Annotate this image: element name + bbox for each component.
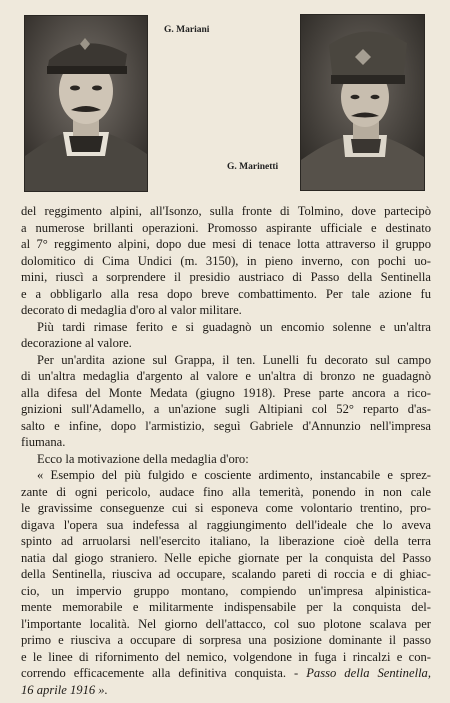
text-line: Ecco la motivazione della medaglia d'oro:	[37, 451, 249, 466]
text-line: Per un'ardita azione sul Grappa, il ten. Lunelli fu decorato sul campo	[37, 352, 431, 367]
paragraph-3	[21, 352, 431, 451]
text-line: « Esempio del più fulgido e cosciente ardimento, instancabile e sprez-	[37, 468, 431, 482]
text-line	[21, 665, 431, 682]
text-line: di un'altra medaglia d'argento al valore e un'altra di bronzo ne guadagnò	[21, 369, 431, 383]
text-line: primo e riusciva a occupare di sorpresa una posizione dominante il passo	[21, 633, 431, 647]
text-line: l'importante località. Nel giorno dell'attacco, col suo plotone scalava per	[21, 616, 431, 631]
text-line: gnizioni sull'Adamello, a un'azione sugli Altipiani col 52° reparto d'as-	[21, 402, 431, 416]
text-line: del reggimento alpini, all'Isonzo, sulla fronte di Tolmino, dove partecipò	[21, 204, 431, 218]
body-text	[21, 203, 431, 698]
text-line: mente memorabile e militarmente indispensabile per la conquista del-	[21, 600, 431, 614]
text-line: natia dal giogo straniero. Nelle epiche giornate per la conquista del Passo	[21, 550, 431, 565]
text-line: fiumana.	[21, 435, 66, 449]
text-line: della Sentinella, riusciva ad occupare, scalando pareti di roccia e di ghiac-	[21, 567, 431, 581]
text-line: digava l'opera sua indefessa al raggiungimento dell'ideale che lo aveva	[21, 517, 431, 532]
signature-place: Passo della Sentinella,	[306, 666, 432, 680]
text-line: e le linee di rifornimento del nemico, volgendone in fuga i rincalzi e con-	[21, 649, 431, 664]
text-line: le gravissime conseguenze cui si esponeva come volontario trentino, pro-	[21, 501, 431, 515]
portrait-mariani-image	[25, 16, 147, 191]
quote-paragraph	[21, 467, 431, 698]
text-line: cio, un impervio gruppo montano, compiendo un'impresa alpinistica-	[21, 583, 431, 598]
text-line: spinto ad arruolarsi nell'esercito italiano, la liberazione cioè della terra	[21, 534, 431, 548]
portrait-mariani	[24, 15, 148, 192]
caption-mariani: G. Mariani	[164, 25, 210, 35]
text-line: dolomitico di Cima Undici (m. 3150), in pieno inverno, con pochi uo-	[21, 253, 431, 268]
paragraph-4	[21, 451, 431, 468]
text-line: salto e infine, dopo l'armistizio, seguì Gabriele d'Annunzio nell'impresa	[21, 418, 431, 433]
paragraph-1	[21, 203, 431, 319]
caption-marinetti: G. Marinetti	[227, 162, 279, 172]
text-line: zante di ogni pericolo, audace fino alla temerità, ponendo in non cale	[21, 484, 431, 499]
paragraph-2	[21, 319, 431, 352]
text-line: decorato di medaglia d'oro al valor militare.	[21, 303, 242, 317]
signature-date: 16 aprile 1916 ».	[21, 682, 108, 697]
text-line: e a obbligarlo alla resa dopo breve combattimento. Per tale azione fu	[21, 286, 431, 301]
text-line: decorazione al valore.	[21, 336, 132, 350]
text-line: Più tardi rimase ferito e si guadagnò un encomio solenne e un'altra	[37, 319, 431, 334]
text-line: mini, riuscì a sorprendere il presidio austriaco di Passo della Sentinella	[21, 270, 431, 284]
text-line: alla difesa del Monte Medata (giugno 1918). Prese parte ancora a rico-	[21, 385, 431, 400]
portrait-marinetti-image	[301, 15, 424, 190]
text-line: a numerose brillanti operazioni. Promosso aspirante ufficiale e destinato	[21, 220, 431, 235]
text-line-body: correndo efficacemente alla definitiva conquista. -	[21, 666, 299, 680]
text-line: al 7° reggimento alpini, dopo due mesi di tenace lotta attraverso il gruppo	[21, 237, 431, 251]
portrait-marinetti	[300, 14, 425, 191]
